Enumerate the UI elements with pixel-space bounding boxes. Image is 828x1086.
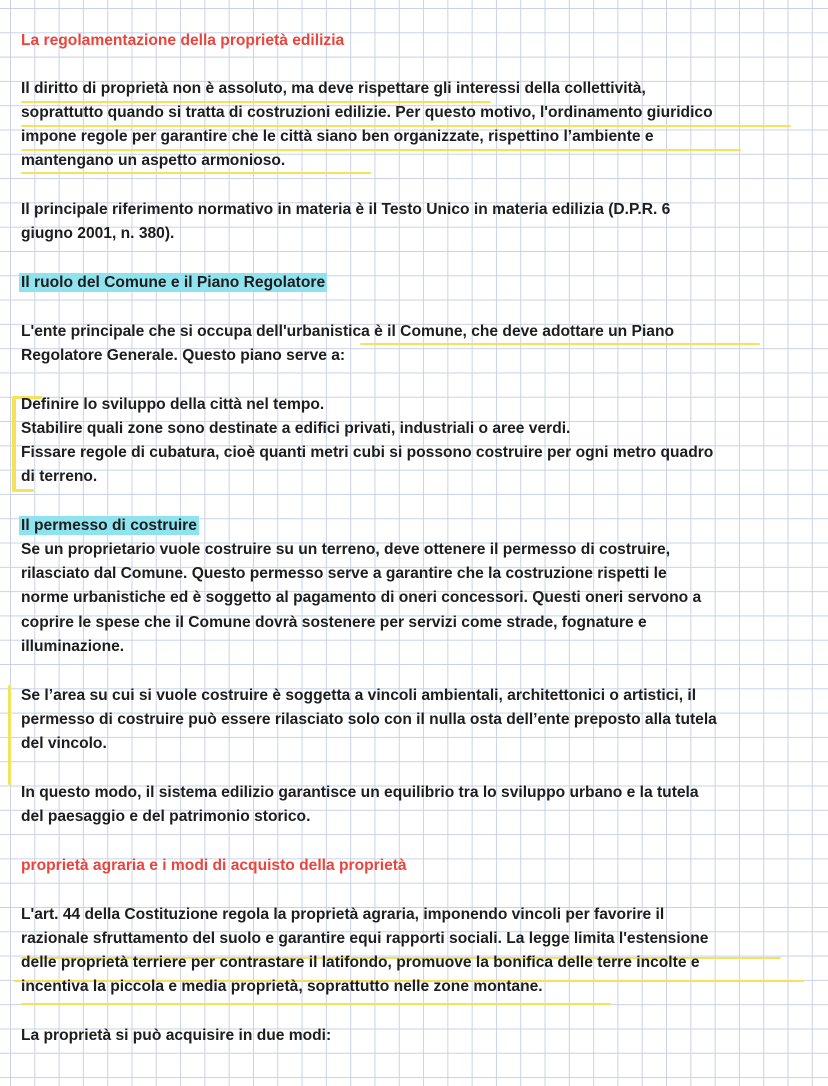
paragraph-line: Il principale riferimento normativo in materia è il Testo Unico in materia edilizia (D.P.R. 6 bbox=[21, 201, 671, 218]
paragraph-line: del paesaggio e del patrimonio storico. bbox=[21, 808, 311, 825]
list-item: Stabilire quali zone sono destinate a edifici privati, industriali o aree verdi. bbox=[21, 420, 571, 437]
paragraph-line: impone regole per garantire che le città siano ben organizzate, rispettino l’ambiente e bbox=[21, 128, 654, 145]
highlight-bracket bbox=[12, 396, 16, 492]
highlight-bracket bbox=[12, 489, 34, 492]
paragraph-line: coprire le spese che il Comune dovrà sostenere per servizi come strade, fognature e bbox=[21, 614, 647, 631]
paragraph-line: norme urbanistiche ed è soggetto al pagamento di oneri concessori. Questi oneri servono a bbox=[21, 589, 702, 606]
paragraph-line: soprattutto quando si tratta di costruzioni edilizie. Per questo motivo, l'ordinamento giuridico bbox=[21, 104, 713, 121]
paragraph-line: In questo modo, il sistema edilizio garantisce un equilibrio tra lo sviluppo urbano e la tutela bbox=[21, 784, 699, 801]
paragraph-line: rilasciato dal Comune. Questo permesso serve a garantire che la costruzione rispetti le bbox=[21, 565, 667, 582]
section-heading bbox=[21, 273, 327, 293]
list-item: Fissare regole di cubatura, cioè quanti metri cubi si possono costruire per ogni metro quadro bbox=[21, 444, 714, 461]
paragraph-line: Se un proprietario vuole costruire su un terreno, deve ottenere il permesso di costruire, bbox=[21, 541, 671, 558]
paragraph-line: L'art. 44 della Costituzione regola la proprietà agraria, imponendo vincoli per favorire il bbox=[21, 906, 665, 923]
paragraph-line: giugno 2001, n. 380). bbox=[21, 225, 175, 242]
section-heading: proprietà agraria e i modi di acquisto della proprietà bbox=[21, 857, 407, 874]
paragraph-line: razionale sfruttamento del suolo e garantire equi rapporti sociali. La legge limita l'estensione bbox=[21, 930, 709, 947]
highlight-underline bbox=[21, 172, 371, 174]
paragraph-line: La proprietà si può acquisire in due modi: bbox=[21, 1027, 332, 1044]
paragraph-line: Se l’area su cui si vuole costruire è soggetta a vincoli ambientali, architettonici o artistici, il bbox=[21, 687, 697, 704]
paragraph-line: permesso di costruire può essere rilasciato solo con il nulla osta dell’ente preposto alla tutela bbox=[21, 711, 717, 728]
highlight-underline bbox=[360, 343, 760, 345]
section-heading bbox=[21, 516, 199, 536]
section-heading-highlight: Il permesso di costruire bbox=[21, 517, 197, 534]
paragraph-line: delle proprietà terriere per contrastare il latifondo, promuove la bonifica delle terre incolte e bbox=[21, 954, 700, 971]
paragraph-line: Regolatore Generale. Questo piano serve a: bbox=[21, 347, 346, 364]
list-item: di terreno. bbox=[21, 468, 98, 485]
section-heading: La regolamentazione della proprietà edilizia bbox=[21, 32, 345, 49]
paragraph-line: Il diritto di proprietà non è assoluto, ma deve rispettare gli interessi della collettività, bbox=[21, 80, 646, 97]
highlight-underline bbox=[21, 1003, 611, 1005]
paragraph-line: illuminazione. bbox=[21, 638, 125, 655]
list-item: Definire lo sviluppo della città nel tempo. bbox=[21, 396, 325, 413]
paragraph-line: L'ente principale che si occupa dell'urbanistica è il Comune, che deve adottare un Piano bbox=[21, 323, 674, 340]
paragraph-line: incentiva la piccola e media proprietà, soprattutto nelle zone montane. bbox=[21, 978, 543, 995]
highlight-bracket bbox=[8, 685, 11, 785]
paragraph-line: mantengano un aspetto armonioso. bbox=[21, 152, 286, 169]
section-heading-highlight: Il ruolo del Comune e il Piano Regolatore bbox=[21, 274, 326, 291]
paragraph-line: del vincolo. bbox=[21, 735, 107, 752]
